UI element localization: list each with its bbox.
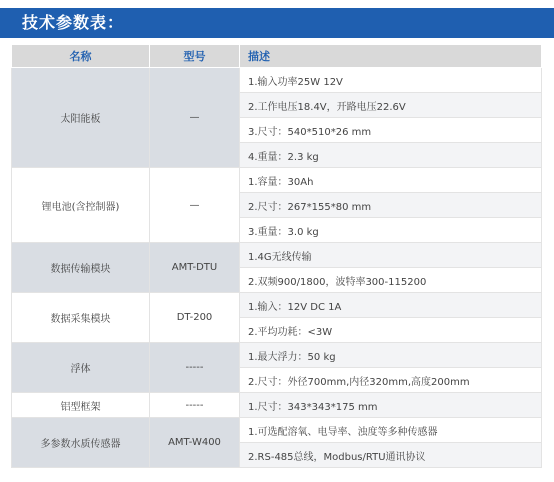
component-description: 1.可选配溶氧、电导率、浊度等多种传感器 bbox=[240, 418, 542, 443]
table-row bbox=[12, 168, 542, 193]
component-description: 3.重量：3.0 kg bbox=[240, 218, 542, 243]
component-description: 1.输入：12V DC 1A bbox=[240, 293, 542, 318]
component-description: 2.尺寸：267*155*80 mm bbox=[240, 193, 542, 218]
component-description: 2.RS-485总线，Modbus/RTU通讯协议 bbox=[240, 443, 542, 468]
header-description: 描述 bbox=[240, 45, 542, 68]
component-name: 铝型框架 bbox=[12, 393, 150, 418]
component-name: 多参数水质传感器 bbox=[12, 418, 150, 468]
header-model: 型号 bbox=[150, 45, 240, 68]
table-row bbox=[12, 393, 542, 418]
header-name: 名称 bbox=[12, 45, 150, 68]
table-row bbox=[12, 68, 542, 93]
component-model: AMT-DTU bbox=[150, 243, 240, 293]
component-description: 3.尺寸：540*510*26 mm bbox=[240, 118, 542, 143]
component-description: 1.最大浮力：50 kg bbox=[240, 343, 542, 368]
component-model: AMT-W400 bbox=[150, 418, 240, 468]
component-name: 数据传输模块 bbox=[12, 243, 150, 293]
component-description: 4.重量：2.3 kg bbox=[240, 143, 542, 168]
component-model: — bbox=[150, 168, 240, 243]
component-model: — bbox=[150, 68, 240, 168]
page-title: 技术参数表： bbox=[0, 8, 554, 38]
table-row bbox=[12, 243, 542, 268]
component-description: 1.容量：30Ah bbox=[240, 168, 542, 193]
table-row bbox=[12, 293, 542, 318]
spec-table bbox=[11, 44, 542, 468]
component-name: 锂电池(含控制器) bbox=[12, 168, 150, 243]
table-header-row bbox=[12, 45, 542, 68]
component-model: ----- bbox=[150, 393, 240, 418]
table-row bbox=[12, 418, 542, 443]
component-description: 2.工作电压18.4V，开路电压22.6V bbox=[240, 93, 542, 118]
component-model: ----- bbox=[150, 343, 240, 393]
component-description: 1.输入功率25W 12V bbox=[240, 68, 542, 93]
component-model: DT-200 bbox=[150, 293, 240, 343]
component-description: 2.平均功耗：<3W bbox=[240, 318, 542, 343]
table-row bbox=[12, 343, 542, 368]
component-name: 浮体 bbox=[12, 343, 150, 393]
component-description: 2.双频900/1800，波特率300-115200 bbox=[240, 268, 542, 293]
component-description: 2.尺寸：外径700mm,内径320mm,高度200mm bbox=[240, 368, 542, 393]
component-description: 1.尺寸：343*343*175 mm bbox=[240, 393, 542, 418]
component-name: 数据采集模块 bbox=[12, 293, 150, 343]
component-description: 1.4G无线传输 bbox=[240, 243, 542, 268]
component-name: 太阳能板 bbox=[12, 68, 150, 168]
